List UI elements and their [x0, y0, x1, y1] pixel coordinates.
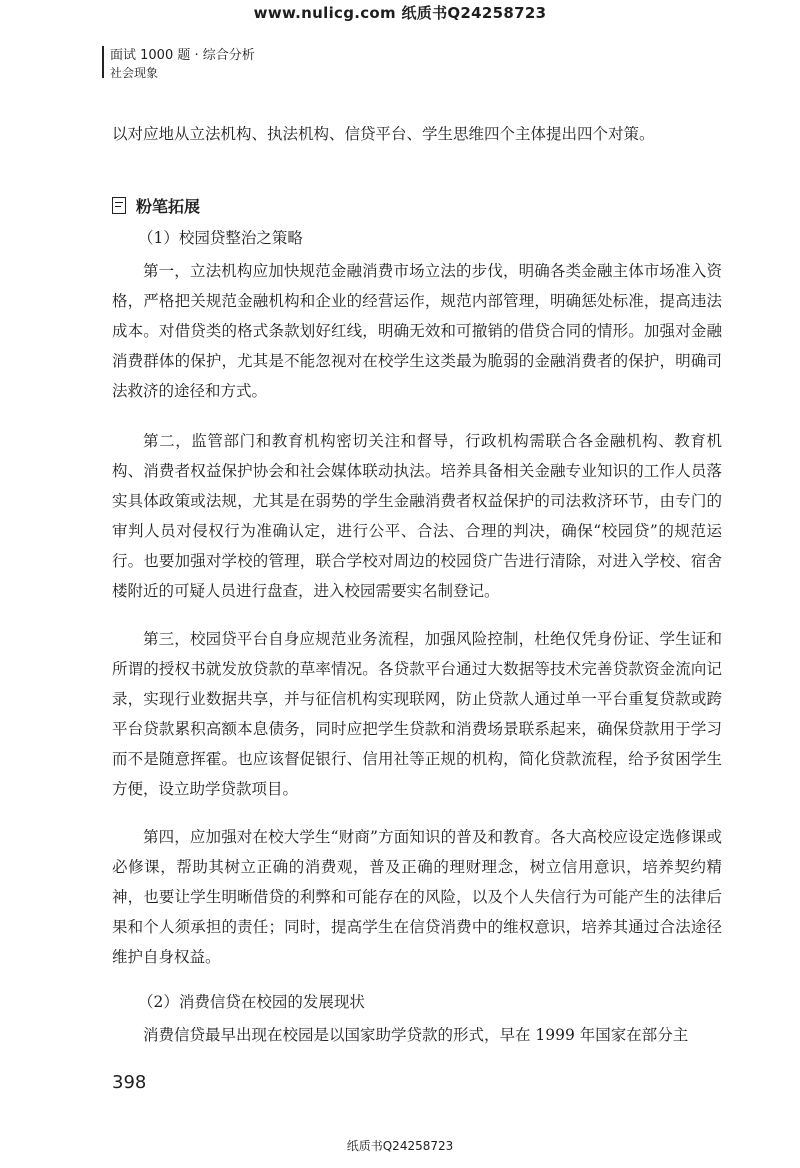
chapter-subtitle: 社会现象: [110, 66, 159, 80]
paragraph-fifth: 消费信贷最早出现在校园是以国家助学贷款的形式，早在 1999 年国家在部分主: [143, 1026, 689, 1044]
page-number: 398: [112, 1072, 147, 1093]
paragraph-fourth: 第四，应加强对在校大学生“财商”方面知识的普及和教育。各大高校应设定选修课或必修课，帮助其树立正确的消费观，普及正确的理财理念，树立信用意识，培养契约精神，也要让学生明晰借贷的利弊和可能存在的风险，以及个人失信行为可能产生的法律后果和个人须承担的责任；同时，提高学生在信贷消费中的维权意识，培养其通过合法途径维护自身权益。: [112, 828, 722, 966]
paragraph-first: 第一，立法机构应加快规范金融消费市场立法的步伐，明确各类金融主体市场准入资格，严格把关规范金融机构和企业的经营运作，规范内部管理，明确惩处标准，提高违法成本。对借贷类的格式条款划好红线，明确无效和可撤销的借贷合同的情形。加强对金融消费群体的保护，尤其是不能忽视对在校学生这类最为脆弱的金融消费者的保护，明确司法救济的途径和方式。: [112, 262, 722, 400]
document-icon: [112, 197, 126, 214]
header-divider: [102, 46, 104, 78]
subheading-strategy: （1）校园贷整治之策略: [138, 229, 303, 247]
paragraph-third: 第三，校园贷平台自身应规范业务流程，加强风险控制，杜绝仅凭身份证、学生证和所谓的授权书就发放贷款的草率情况。各贷款平台通过大数据等技术完善贷款资金流向记录，实现行业数据共享，并与征信机构实现联网，防止贷款人通过单一平台重复贷款或跨平台贷款累积高额本息债务，同时应把学生贷款和消费场景联系起来，确保贷款用于学习而不是随意挥霍。也应该督促银行、信用社等正规的机构，简化贷款流程，给予贫困学生方便，设立助学贷款项目。: [112, 630, 722, 798]
book-title: 面试 1000 题 · 综合分析: [110, 48, 255, 63]
top-watermark: www.nulicg.com 纸质书Q24258723: [253, 4, 547, 22]
section-title: 粉笔拓展: [136, 197, 201, 216]
section-heading: [112, 194, 200, 217]
paragraph-second: 第二，监管部门和教育机构密切关注和督导，行政机构需联合各金融机构、教育机构、消费者权益保护协会和社会媒体联动执法。培养具备相关金融专业知识的工作人员落实具体政策或法规，尤其是在弱势的学生金融消费者权益保护的司法救济环节，由专门的审判人员对侵权行为准确认定，进行公平、合法、合理的判决，确保“校园贷”的规范运行。也要加强对学校的管理，联合学校对周边的校园贷广告进行清除，对进入学校、宿舍楼附近的可疑人员进行盘查，进入校园需要实名制登记。: [112, 432, 722, 600]
intro-paragraph: 以对应地从立法机构、执法机构、信贷平台、学生思维四个主体提出四个对策。: [112, 125, 655, 143]
bottom-watermark: 纸质书Q24258723: [346, 1139, 454, 1153]
subheading-status: （2）消费信贷在校园的发展现状: [138, 993, 365, 1011]
